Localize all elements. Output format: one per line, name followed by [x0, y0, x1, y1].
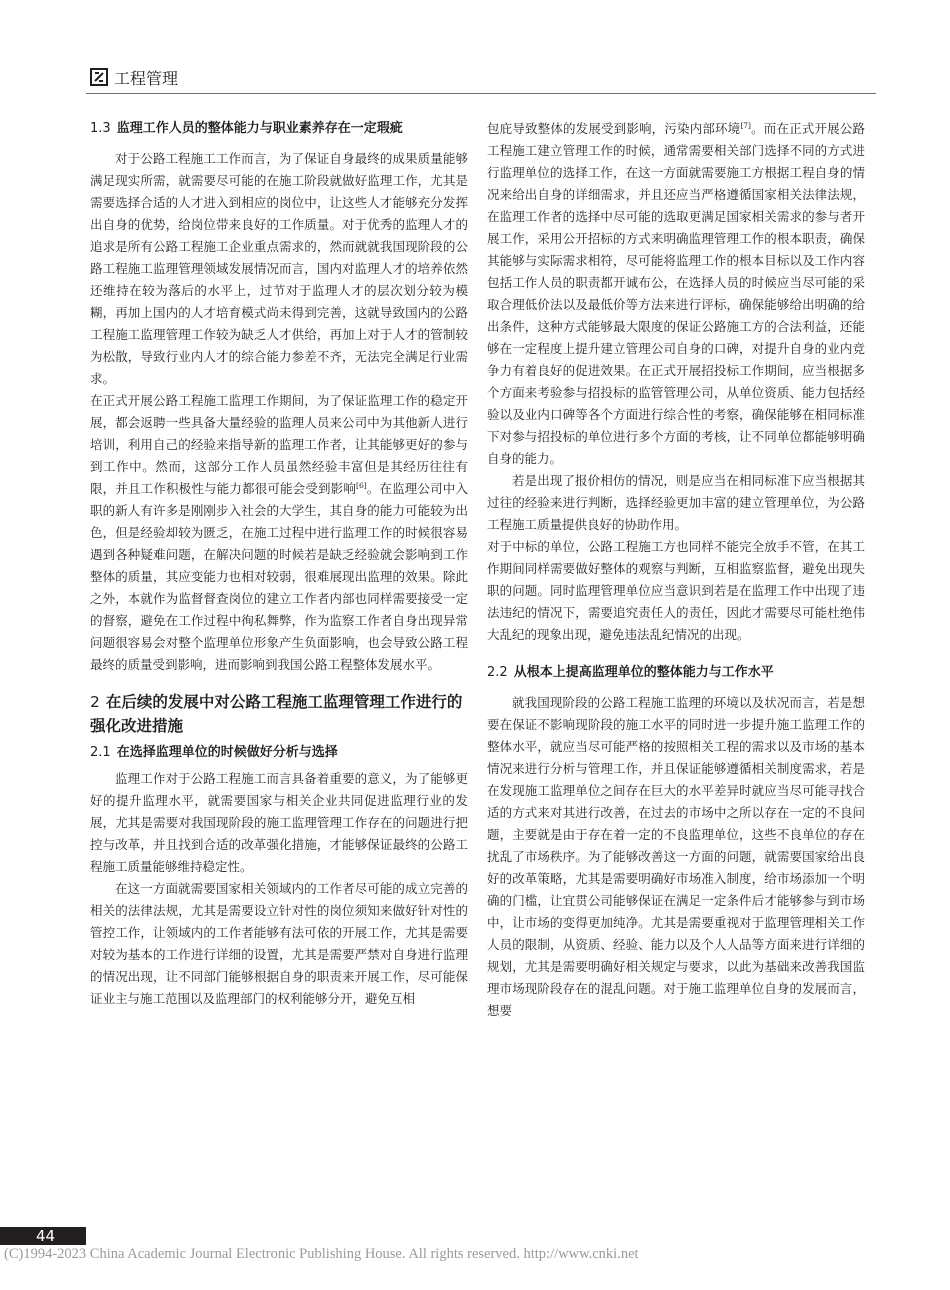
page-header	[86, 64, 876, 96]
paragraph-text: 。在监理公司中入职的新人有许多是刚刚步入社会的大学生，其自身的能力可能较为出色，但是经验却较为匮乏，在施工过程中进行监理工作的时候很容易遇到各种疑难问题，在解决问题的时候若是缺乏经验就会影响到工作整体的质量，其应变能力也相对较弱，很难展现出监理的效果。除此之外，本就作为监督督查岗位的建立工作者内部也同样需要接受一定的督察，避免在工作过程中徇私舞弊，作为监察工作者自身出现异常问题很容易会对整个监理单位形象产生负面影响，也会导致公路工程最终的质量受到影响，进而影响到我国公路工程整体发展水平。	[90, 481, 468, 672]
section-number: 2.1	[90, 745, 111, 760]
right-column	[487, 118, 865, 1022]
paragraph-text: 。而在正式开展公路工程施工建立管理工作的时候，通常需要相关部门选择不同的方式进行监理单位的选择工作，在这一方面就需要施工方根据工程自身的情况来给出自身的详细需求，并且还应当严格遵循国家相关法律法规，在监理工作者的选择中尽可能的选取更满足国家相关需求的参与者开展工作，采用公开招标的方式来明确监理管理工作的根本职责，确保其能够与实际需求相符，尽可能将监理工作的根本目标以及工作内容包括工作人员的职责都开诚布公，在选择人员的时候应当尽可能的采取合理低价法以及最低价等方法来进行评标，确保能够给出明确的给出条件，这种方式能够最大限度的保证公路施工方的合法利益，还能够在一定程度上提升建立管理公司自身的口碑，对提升自身的业内竞争力有着良好的促进效果。在正式开展招投标工作期间，应当根据多个方面来考验参与招投标的监管管理公司，从单位资质、能力包括经验以及业内口碑等各个方面进行综合性的考察，确保能够在相同标准下对参与招投标的单位进行多个方面的考核，让不同单位都能够明确自身的能力。	[487, 121, 865, 466]
copyright-notice: (C)1994-2023 China Academic Journal Electronic Publishing House. All rights reserved. http://www.cnki.net	[4, 1246, 639, 1262]
paragraph: 对于中标的单位，公路工程施工方也同样不能完全放手不管，在其工作期间同样需要做好整体的观察与判断，互相监察监督，避免出现失职的问题。同时监理管理单位应当意识到若是在监理工作中出现了违法违纪的情况下，需要追究责任人的责任，因此才需要尽可能杜绝伟大乱纪的现象出现，避免违法乱纪情况的出现。	[487, 539, 865, 642]
section-2-heading	[90, 690, 468, 738]
section-2-2-heading	[487, 662, 865, 684]
page-number: 44	[0, 1227, 86, 1245]
section-2-1-heading	[90, 742, 468, 764]
section-number: 1.3	[90, 121, 111, 136]
header-divider	[86, 93, 876, 94]
paragraph: 若是出现了报价相仿的情况，则是应当在相同标准下应当根据其过往的经验来进行判断，选择经验更加丰富的建立管理单位，为公路工程施工质量提供良好的协助作用。	[487, 473, 865, 532]
paragraph: 在这一方面就需要国家相关领域内的工作者尽可能的成立完善的相关的法律法规，尤其是需要设立针对性的岗位须知来做好针对性的管控工作，让领域内的工作者能够有法可依的开展工作，尤其是需要对较为基本的工作进行详细的设置，尤其是需要严禁对自身进行监理的情况出现，让不同部门能够根据自身的职责来开展工作，尽可能保证业主与施工范围以及监理部门的权利能够分开，避免互相	[90, 881, 468, 1006]
section-title: 在选择监理单位的时候做好分析与选择	[116, 745, 338, 760]
paragraph: 就我国现阶段的公路工程施工监理的环境以及状况而言，若是想要在保证不影响现阶段的施工水平的同时进一步提升施工监理工作的整体水平，就应当尽可能严格的按照相关工程的需求以及市场的基本情况来进行分析与管理工作，并且保证能够遵循相关制度需求，若是在发现施工监理单位之间存在巨大的水平差异时就应当尽可能寻找合适的方式来对其进行改善，在过去的市场中之所以存在一定的不良问题，主要就是由于存在着一定的不良监理单位，这些不良单位的存在扰乱了市场秩序。为了能够改善这一方面的问题，就需要国家给出良好的改革策略，尤其是需要明确好市场准入制度，给市场添加一个明确的门槛，让宜贯公司能够保证在满足一定条件后才能够参与到市场中，让市场的变得更加纯净。尤其是需要重视对于监理管理相关工作人员的限制，从资质、经验、能力以及个人人品等方面来进行详细的规划，尤其是需要明确好相关规定与要求，以此为基础来改善我国监理市场现阶段存在的混乱问题。对于施工监理单位自身的发展而言，想要	[487, 695, 865, 1018]
section-1-3-heading	[90, 118, 468, 140]
paragraph: 对于公路工程施工工作而言，为了保证自身最终的成果质量能够满足现实所需，就需要尽可能的在施工阶段就做好监理工作，尤其是需要选择合适的人才进入到相应的岗位中，让这些人才能够充分发挥出自身的优势，给岗位带来良好的工作质量。对于优秀的监理人才的追求是所有公路工程施工企业重点需求的，然而就就我国现阶段的公路工程施工监理管理领域发展情况而言，国内对监理人才的培养依然还维持在较为落后的水平上，过节对于监理人才的层次划分较为模糊，再加上国内的人才培育模式尚未得到完善，这就导致国内的公路工程施工监理管理工作较为缺乏人才供给，再加上对于人才的管制较为松散，导致行业内人才的综合能力参差不齐，无法完全满足行业需求。	[90, 151, 468, 386]
journal-name: 工程管理	[114, 69, 179, 88]
section-title: 在后续的发展中对公路工程施工监理管理工作进行的强化改进措施	[90, 693, 463, 735]
citation: [7]	[740, 120, 751, 130]
paragraph: 监理工作对于公路工程施工而言具备着重要的意义，为了能够更好的提升监理水平，就需要国家与相关企业共同促进监理行业的发展，尤其是需要对我国现阶段的施工监理管理工作存在的问题进行把控与改革，并且找到合适的改革强化措施，才能够保证最终的公路工程施工质量能够维持稳定性。	[90, 771, 468, 874]
section-title: 从根本上提高监理单位的整体能力与工作水平	[513, 665, 774, 680]
paragraph-text: 在正式开展公路工程施工监理工作期间，为了保证监理工作的稳定开展，都会返聘一些具备大量经验的监理人员来公司中为其他新人进行培训，利用自己的经验来指导新的监理工作者，让其能够更好的参与到工作中。然而，这部分工作人员虽然经验丰富但是其经历往往有限，并且工作积极性与能力都很可能会受到影响	[90, 393, 468, 496]
journal-logo-icon	[90, 68, 108, 86]
section-title: 监理工作人员的整体能力与职业素养存在一定瑕疵	[116, 121, 403, 136]
section-number: 2.2	[487, 665, 508, 680]
citation: [6]	[356, 480, 367, 490]
section-number: 2	[90, 693, 100, 711]
paragraph-text: 包庇导致整体的发展受到影响，污染内部环境	[487, 121, 741, 136]
paragraph	[90, 390, 468, 676]
paragraph	[487, 118, 865, 470]
left-column	[90, 118, 468, 1010]
